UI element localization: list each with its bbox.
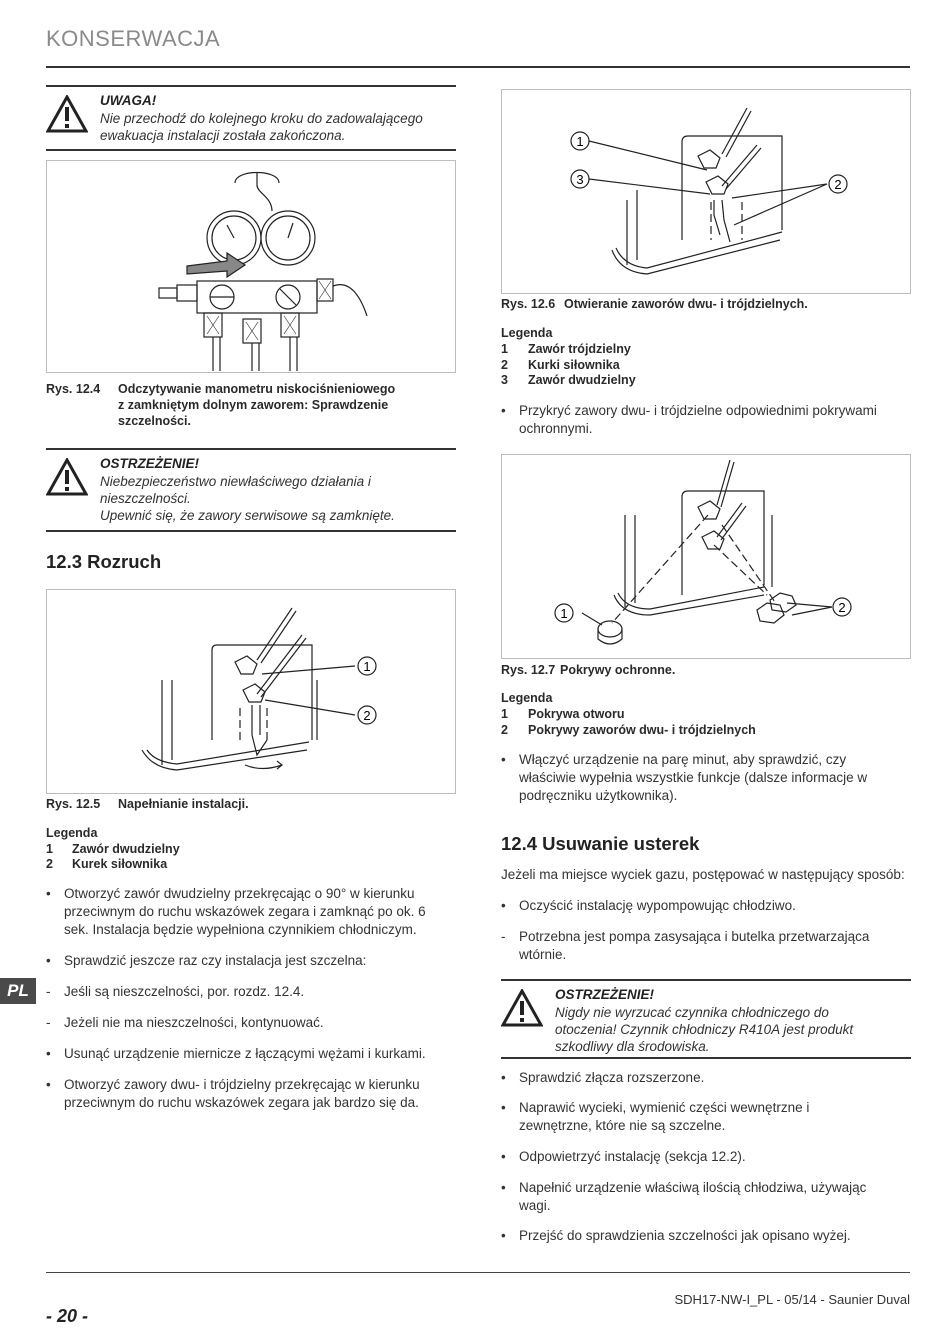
list-item-text: wagi. bbox=[519, 1198, 551, 1213]
legend-text: Kurki siłownika bbox=[528, 358, 620, 372]
legend-number: 3 bbox=[501, 373, 508, 387]
warning-title: UWAGA! bbox=[100, 93, 157, 108]
bullet-mark: • bbox=[501, 403, 506, 418]
figure-number: Rys. 12.7 bbox=[501, 663, 556, 677]
bullet-mark: • bbox=[501, 898, 506, 913]
figure-number: Rys. 12.5 bbox=[46, 797, 101, 811]
legend-text: Zawór dwudzielny bbox=[528, 373, 636, 387]
warning-text: otoczenia! Czynnik chłodniczy R410A jest produkt bbox=[555, 1022, 854, 1037]
warning-text: Niebezpieczeństwo niewłaściwego działania i bbox=[100, 474, 371, 489]
bullet-mark: • bbox=[501, 1070, 506, 1085]
protective-caps-drawing bbox=[502, 455, 912, 660]
list-item-text: Odpowietrzyć instalację (sekcja 12.2). bbox=[519, 1149, 746, 1164]
list-item-text: Jeżeli nie ma nieszczelności, kontynuować. bbox=[64, 1015, 324, 1030]
list-item-text: zewnętrzne, które nie są szczelne. bbox=[519, 1118, 726, 1133]
legend-text: Kurek siłownika bbox=[72, 857, 168, 871]
figure-12-5-filling bbox=[46, 589, 456, 794]
list-item-text: wtórnie. bbox=[519, 947, 567, 962]
list-item-text: Sprawdzić złącza rozszerzone. bbox=[519, 1070, 705, 1085]
figure-caption: z zamkniętym dolnym zaworem: Sprawdzenie bbox=[118, 398, 389, 412]
list-item-text: przeciwnym do ruchu wskazówek zegara i zamknąć po ok. 6 bbox=[64, 904, 426, 919]
legend-number: 2 bbox=[46, 857, 53, 871]
list-item-text: Jeśli są nieszczelności, por. rozdz. 12.4. bbox=[64, 984, 305, 999]
figure-number: Rys. 12.4 bbox=[46, 382, 101, 396]
list-item-text: przeciwnym do ruchu wskazówek zegara jak bardzo się da. bbox=[64, 1095, 419, 1110]
filling-valve-drawing bbox=[47, 590, 457, 795]
list-item-text: właściwie wypełnia wszystkie funkcje (dalsze informacje w bbox=[519, 770, 868, 785]
manifold-gauge-drawing bbox=[47, 161, 457, 374]
list-item-text: Przejść do sprawdzienia szczelności jak opisano wyżej. bbox=[519, 1228, 851, 1243]
warning-text: szkodliwy dla środowiska. bbox=[555, 1039, 710, 1054]
bullet-mark: • bbox=[46, 953, 51, 968]
bullet-mark: • bbox=[46, 1077, 51, 1092]
list-item-text: Napełnić urządzenie właściwą ilością chłodziwa, używając bbox=[519, 1180, 867, 1195]
list-item-text: Naprawić wycieki, wymienić części wewnętrzne i bbox=[519, 1100, 810, 1115]
callout-number: 1 bbox=[560, 606, 568, 621]
warning-text: Nie przechodź do kolejnego kroku do zadowalającego bbox=[100, 111, 423, 126]
legend-text: Zawór trójdzielny bbox=[528, 342, 631, 356]
warning-triangle-icon bbox=[501, 989, 543, 1027]
warning-box-refrigerant bbox=[501, 979, 911, 1059]
list-item-text: Otworzyć zawory dwu- i trójdzielny przekręcając w kierunku bbox=[64, 1077, 420, 1092]
page-number: - 20 - bbox=[46, 1306, 89, 1326]
footer-document-id: SDH17-NW-I_PL - 05/14 - Saunier Duval bbox=[674, 1292, 910, 1307]
opening-valves-drawing bbox=[502, 90, 912, 295]
section-heading-12-3: 12.3 Rozruch bbox=[46, 551, 162, 572]
warning-box-uwaga bbox=[46, 85, 456, 151]
warning-title: OSTRZEŻENIE! bbox=[555, 987, 655, 1002]
warning-triangle-icon bbox=[46, 95, 88, 133]
figure-12-7-protective-caps bbox=[501, 454, 911, 659]
footer-rule bbox=[46, 1272, 910, 1273]
figure-12-6-opening-valves bbox=[501, 89, 911, 294]
callout-number: 2 bbox=[363, 708, 371, 723]
legend-number: 2 bbox=[501, 358, 508, 372]
language-tab: PL bbox=[0, 978, 36, 1004]
bullet-mark: • bbox=[501, 1149, 506, 1164]
list-item-text: Oczyścić instalację wypompowując chłodziwo. bbox=[519, 898, 796, 913]
bullet-mark: • bbox=[46, 1046, 51, 1061]
list-item-text: Otworzyć zawór dwudzielny przekręcając o 90° w kierunku bbox=[64, 886, 415, 901]
warning-text: ewakuacja instalacji została zakończona. bbox=[100, 128, 346, 143]
figure-caption: szczelności. bbox=[118, 414, 191, 428]
callout-number: 2 bbox=[834, 177, 842, 192]
warning-title: OSTRZEŻENIE! bbox=[100, 456, 200, 471]
bullet-mark: • bbox=[501, 752, 506, 767]
list-item-text: ochronnymi. bbox=[519, 421, 593, 436]
figure-caption: Otwieranie zaworów dwu- i trójdzielnych. bbox=[564, 297, 808, 311]
legend-text: Pokrywa otworu bbox=[528, 707, 625, 721]
legend-number: 1 bbox=[501, 707, 508, 721]
callout-number: 3 bbox=[576, 172, 584, 187]
dash-mark: - bbox=[46, 1015, 51, 1030]
section-intro: Jeżeli ma miejsce wyciek gazu, postępować w następujący sposób: bbox=[501, 867, 905, 882]
callout-number: 2 bbox=[838, 600, 846, 615]
legend-text: Zawór dwudzielny bbox=[72, 842, 180, 856]
legend-number: 2 bbox=[501, 723, 508, 737]
legend-title: Legenda bbox=[46, 826, 98, 840]
callout-number: 1 bbox=[576, 134, 584, 149]
legend-title: Legenda bbox=[501, 326, 553, 340]
figure-caption: Odczytywanie manometru niskociśnieniowego bbox=[118, 382, 396, 396]
bullet-mark: • bbox=[501, 1228, 506, 1243]
dash-mark: - bbox=[501, 929, 506, 944]
legend-title: Legenda bbox=[501, 691, 553, 705]
bullet-mark: • bbox=[501, 1100, 506, 1115]
warning-triangle-icon bbox=[46, 458, 88, 496]
warning-text: Nigdy nie wyrzucać czynnika chłodniczego do bbox=[555, 1005, 829, 1020]
figure-12-4-manifold-gauge bbox=[46, 160, 456, 373]
dash-mark: - bbox=[46, 984, 51, 999]
bullet-mark: • bbox=[501, 1180, 506, 1195]
list-item-text: Usunąć urządzenie miernicze z łączącymi wężami i kurkami. bbox=[64, 1046, 426, 1061]
list-item-text: sek. Instalacja będzie wypełniona czynnikiem chłodniczym. bbox=[64, 922, 417, 937]
list-item-text: podręczniku użytkownika). bbox=[519, 788, 678, 803]
list-item-text: Włączyć urządzenie na parę minut, aby sprawdzić, czy bbox=[519, 752, 847, 767]
legend-text: Pokrywy zaworów dwu- i trójdzielnych bbox=[528, 723, 756, 737]
warning-text: nieszczelności. bbox=[100, 491, 191, 506]
list-item-text: Potrzebna jest pompa zasysająca i butelka przetwarzająca bbox=[519, 929, 870, 944]
figure-caption: Napełnianie instalacji. bbox=[118, 797, 249, 811]
page-header-title: KONSERWACJA bbox=[46, 26, 221, 51]
list-item-text: Sprawdzić jeszcze raz czy instalacja jest szczelna: bbox=[64, 953, 367, 968]
warning-box-ostrzezenie bbox=[46, 448, 456, 532]
legend-number: 1 bbox=[46, 842, 53, 856]
bullet-mark: • bbox=[46, 886, 51, 901]
section-heading-12-4: 12.4 Usuwanie usterek bbox=[501, 833, 700, 854]
figure-caption: Pokrywy ochronne. bbox=[560, 663, 676, 677]
figure-number: Rys. 12.6 bbox=[501, 297, 556, 311]
header-rule bbox=[46, 66, 910, 68]
callout-number: 1 bbox=[363, 659, 371, 674]
warning-text: Upewnić się, że zawory serwisowe są zamknięte. bbox=[100, 508, 395, 523]
list-item-text: Przykryć zawory dwu- i trójdzielne odpowiednimi pokrywami bbox=[519, 403, 877, 418]
legend-number: 1 bbox=[501, 342, 508, 356]
